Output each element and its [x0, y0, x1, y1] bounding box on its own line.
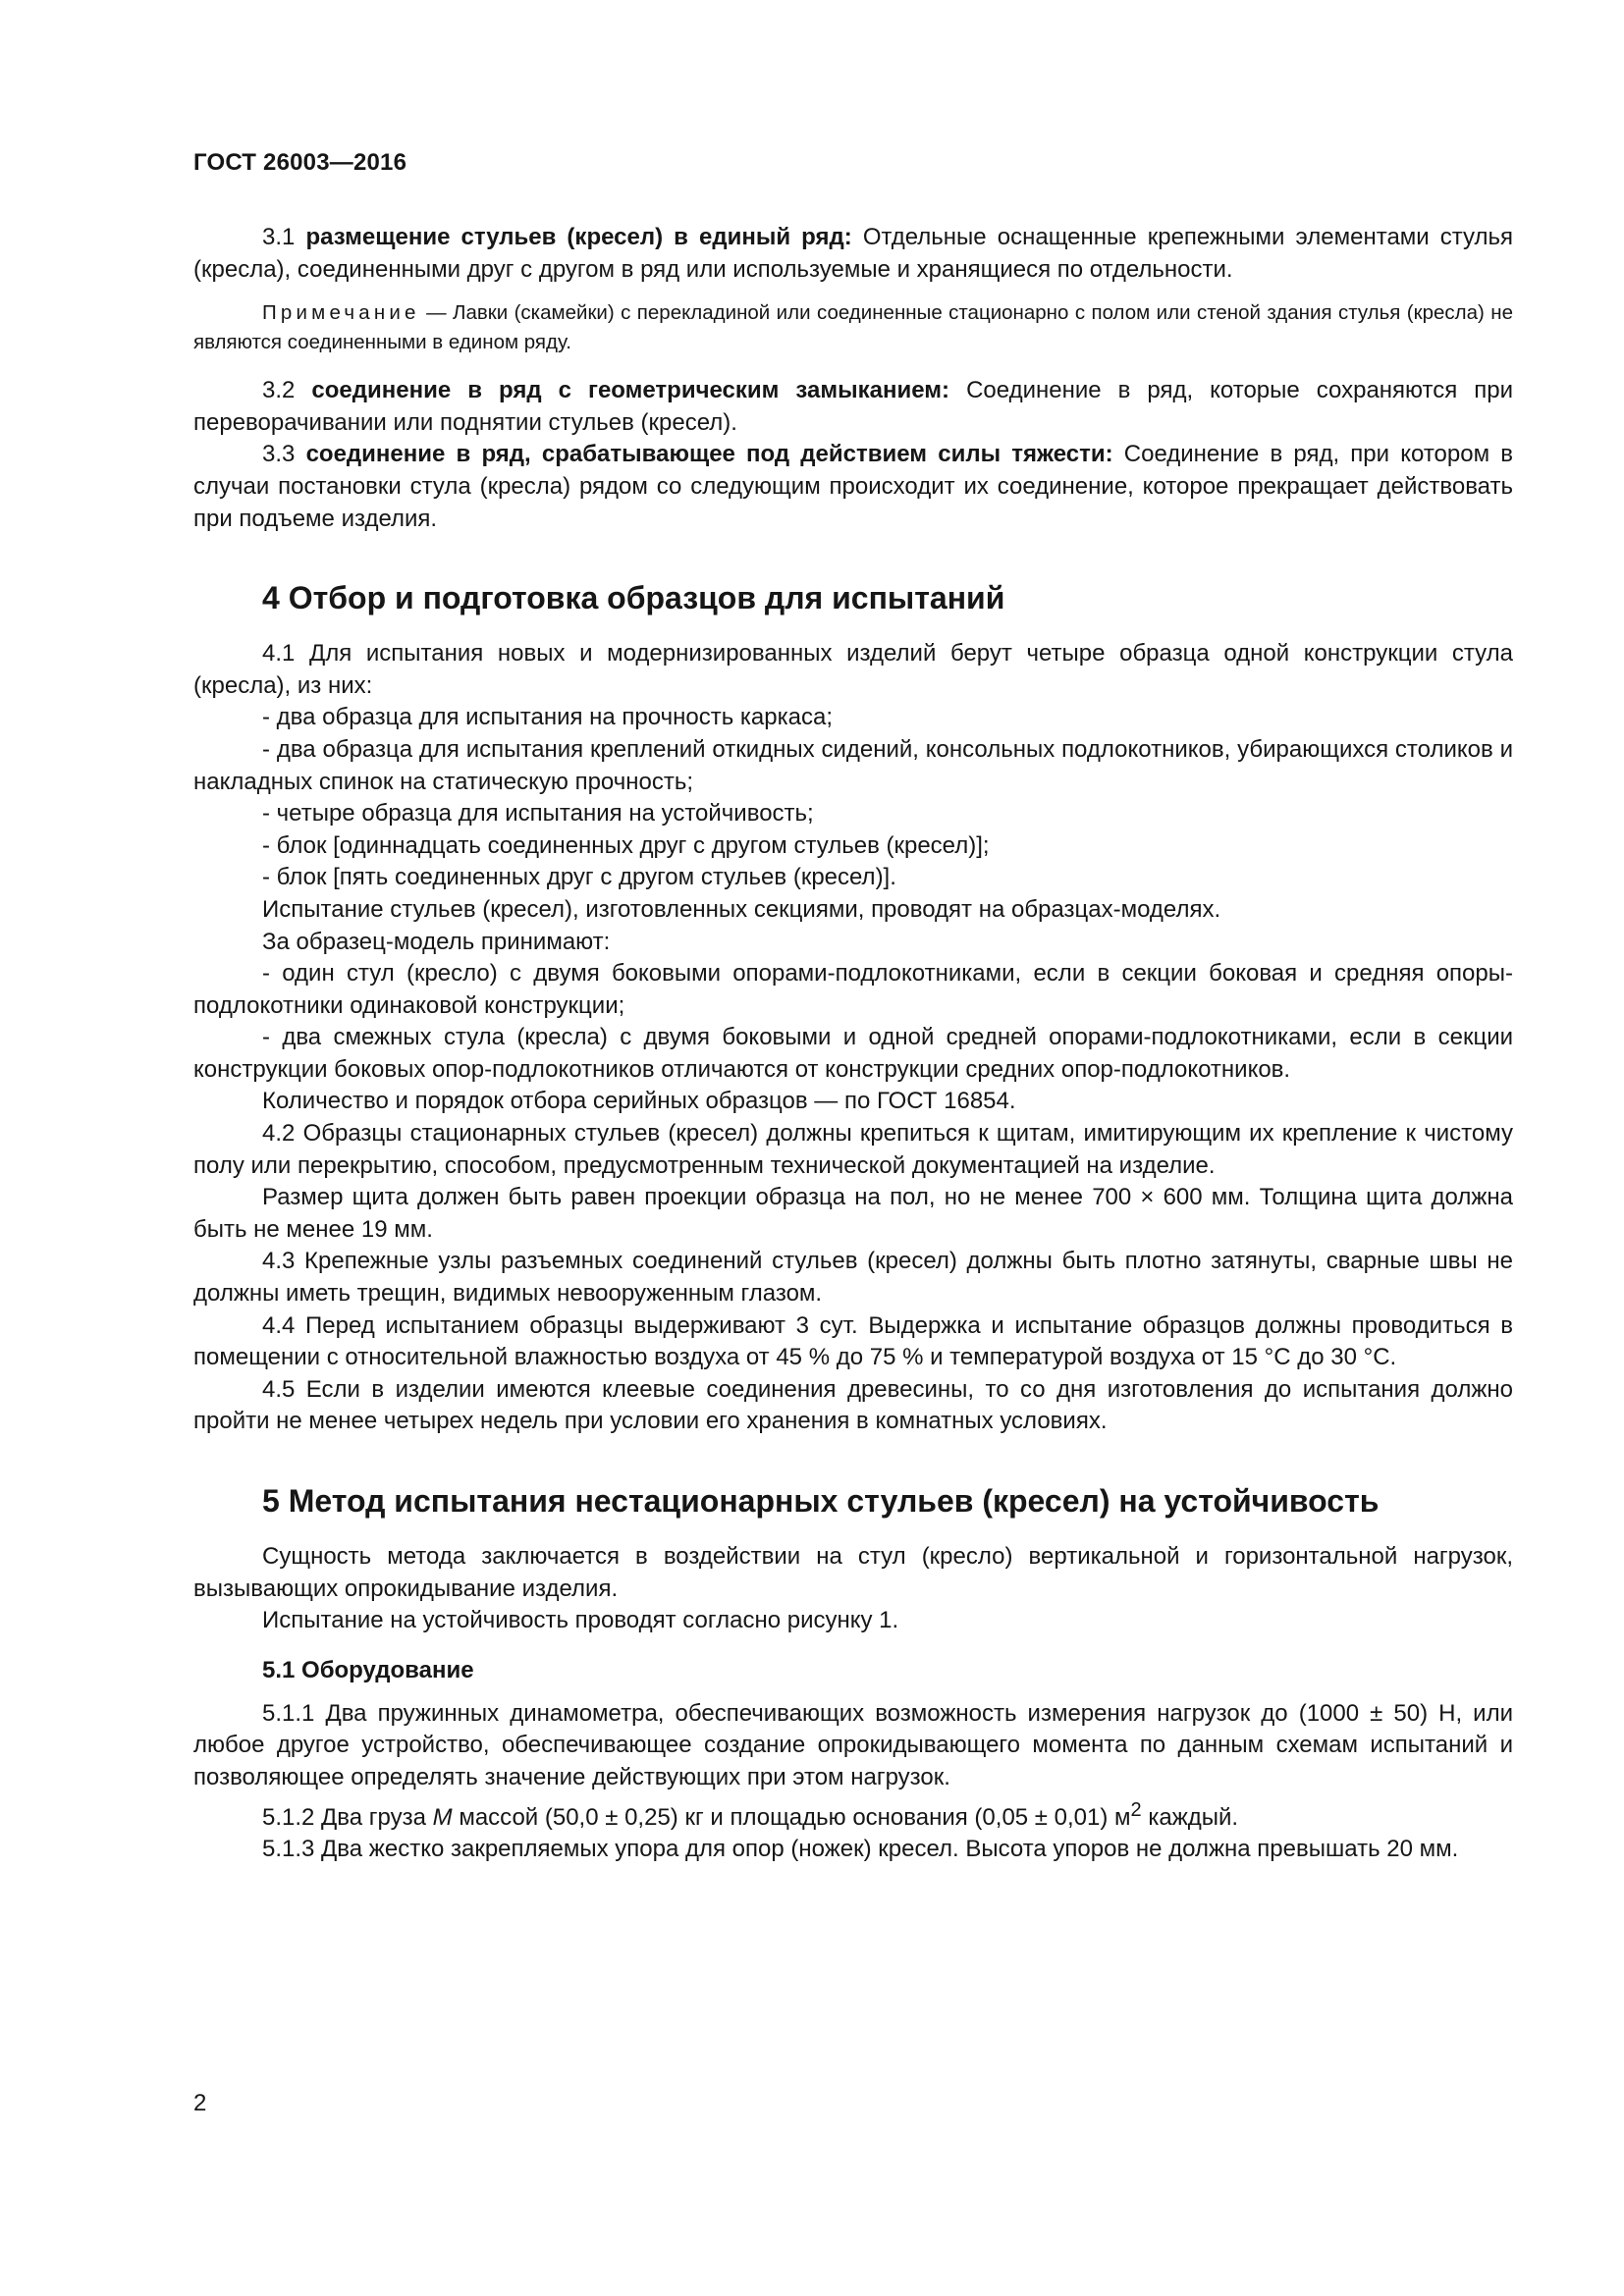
paragraph: Размер щита должен быть равен проекции образца на пол, но не менее 700 × 600 мм. Толщина щита должна быть не менее 19 мм.	[193, 1184, 1513, 1243]
clause-number: 3.1	[262, 224, 296, 250]
text-part: каждый.	[1148, 1803, 1239, 1831]
note-text: — Лавки (скамейки) с перекладиной или соединенные стационарно с полом или стеной здания стулья (кресла) не являются соединенными в едином ряду.	[193, 301, 1513, 354]
paragraph: 5.1.1 Два пружинных динамометра, обеспечивающих возможность измерения нагрузок до (1000 ± 50) Н, или любое другое устройство, обеспечивающее создание опрокидывающего момента по данным схемам испытаний и позволяющее определять значение действующих при этом нагрузок.	[193, 1699, 1513, 1790]
list-item: - два смежных стула (кресла) с двумя боковыми и одной средней опорами-подлокотниками, если в секции конструкции боковых опор-подлокотников отличаются от конструкции средних опор-подлокотников.	[193, 1024, 1513, 1083]
note	[193, 298, 1513, 357]
paragraph: 4.1 Для испытания новых и модернизированных изделий берут четыре образца одной конструкции стула (кресла), из них:	[193, 640, 1513, 699]
term-title: соединение в ряд, срабатывающее под действием силы тяжести:	[305, 441, 1113, 468]
page-content	[193, 222, 1513, 1866]
clause-3-2	[193, 375, 1513, 439]
list-item: - четыре образца для испытания на устойчивость;	[262, 800, 814, 828]
paragraph: За образец-модель принимают:	[262, 928, 611, 955]
section-4-heading: 4 Отбор и подготовка образцов для испытаний	[262, 580, 1005, 616]
running-header: ГОСТ 26003—2016	[193, 149, 407, 176]
paragraph: 4.5 Если в изделии имеются клеевые соединения древесины, то со дня изготовления до испытания должно пройти не менее четырех недель при условии его хранения в комнатных условиях.	[193, 1375, 1513, 1435]
list-item: - блок [пять соединенных друг с другом стульев (кресел)].	[262, 864, 896, 891]
list-item: - два образца для испытания на прочность каркаса;	[262, 704, 833, 731]
list-item: - один стул (кресло) с двумя боковыми опорами-подлокотниками, если в секции боковая и средняя опоры-подлокотники одинаковой конструкции;	[193, 960, 1513, 1019]
term-title: размещение стульев (кресел) в единый ряд:	[305, 224, 852, 250]
clause-3-3	[193, 439, 1513, 535]
term-title: соединение в ряд с геометрическим замыканием:	[311, 377, 950, 404]
clause-text: Соединение в ряд, при котором в случаи постановки стула (кресла) рядом со следующим происходит их соединение, которое прекращает действовать при подъеме изделия.	[193, 441, 1514, 532]
paragraph-5-1-2	[193, 1794, 1513, 1835]
mass-symbol: М	[432, 1803, 453, 1831]
paragraph: 4.3 Крепежные узлы разъемных соединений стульев (кресел) должны быть плотно затянуты, сварные швы не должны иметь трещин, видимых невооруженным глазом.	[193, 1248, 1513, 1308]
list-item: - блок [одиннадцать соединенных друг с другом стульев (кресел)];	[262, 831, 990, 859]
text-part: 5.1.2 Два груза	[262, 1803, 426, 1831]
page-number: 2	[193, 2090, 207, 2116]
clause-text: Отдельные оснащенные крепежными элементами стулья (кресла), соединенными друг с другом в ряд или используемые и хранящиеся по отдельности.	[193, 224, 1514, 283]
note-label: Примечание	[262, 301, 420, 325]
paragraph: 5.1.3 Два жестко закрепляемых упора для опор (ножек) кресел. Высота упоров не должна превышать 20 мм.	[262, 1836, 1459, 1863]
clause-3-1	[193, 222, 1513, 286]
clause-number: 3.2	[262, 377, 296, 404]
clause-number: 3.3	[262, 441, 296, 468]
paragraph: 4.2 Образцы стационарных стульев (кресел) должны крепиться к щитам, имитирующим их крепление к чистому полу или перекрытию, способом, предусмотренным технической документацией на изделие.	[193, 1120, 1513, 1179]
paragraph: Испытание на устойчивость проводят согласно рисунку 1.	[262, 1607, 899, 1634]
paragraph: Количество и порядок отбора серийных образцов — по ГОСТ 16854.	[262, 1088, 1016, 1115]
subsection-5-1-heading: 5.1 Оборудование	[262, 1656, 474, 1683]
clause-text: Соединение в ряд, которые сохраняются при переворачивании или поднятии стульев (кресел).	[193, 377, 1514, 436]
text-part: массой (50,0 ± 0,25) кг и площадью основания (0,05 ± 0,01) м	[459, 1803, 1131, 1831]
paragraph: Сущность метода заключается в воздействии на стул (кресло) вертикальной и горизонтальной нагрузок, вызывающих опрокидывание изделия.	[193, 1543, 1513, 1602]
superscript: 2	[1130, 1798, 1142, 1821]
list-item: - два образца для испытания креплений откидных сидений, консольных подлокотников, убирающихся столиков и накладных спинок на статическую прочность;	[193, 735, 1513, 795]
paragraph: Испытание стульев (кресел), изготовленных секциями, проводят на образцах-моделях.	[262, 895, 1221, 923]
section-5-heading: 5 Метод испытания нестационарных стульев (кресел) на устойчивость	[262, 1483, 1380, 1519]
paragraph: 4.4 Перед испытанием образцы выдерживают 3 сут. Выдержка и испытание образцов должны проводиться в помещении с относительной влажностью воздуха от 45 % до 75 % и температурой воздуха от 15 °С до 30 °С.	[193, 1311, 1513, 1371]
